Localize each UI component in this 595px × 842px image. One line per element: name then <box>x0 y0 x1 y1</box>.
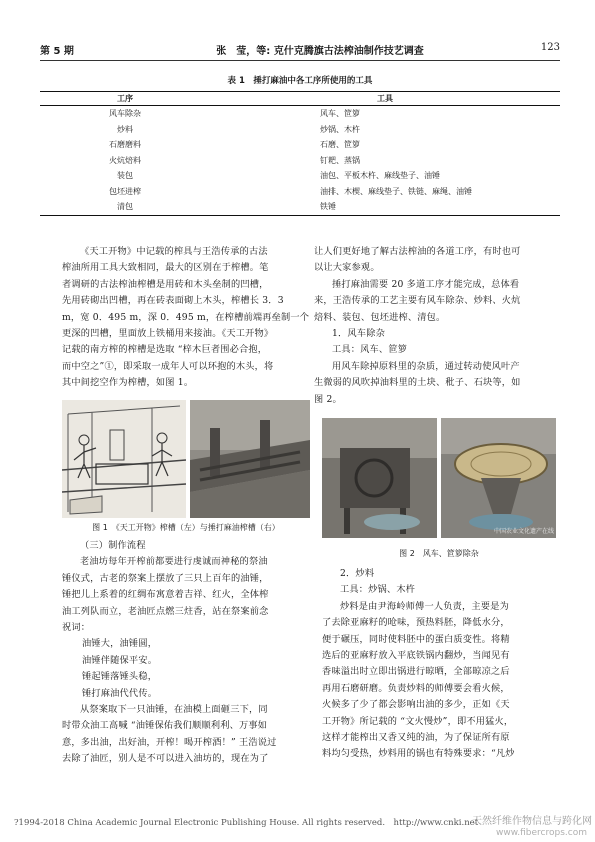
issue-number: 第 5 期 <box>40 46 74 57</box>
table-cell-tools: 铁锤 <box>210 199 560 215</box>
body-line: 捶打麻油需要 20 多道工序才能完成，总体看 <box>332 278 520 290</box>
table-cell-tools: 油排、木楔、麻线垫子、铁链、麻绳、油锤 <box>320 186 472 196</box>
body-line: 生微弱的风吹掉油料里的土块、秕子、石块等，如 <box>314 377 521 389</box>
body-line: 《天工开物》中记载的榨具与王浩传承的古法 <box>80 246 268 257</box>
body-line: 这样才能榨出又香又纯的油，为了保证所有原 <box>322 732 510 744</box>
right-column <box>314 244 564 408</box>
step-heading: 2．炒料 <box>340 568 375 579</box>
press-trough-photo <box>190 400 310 518</box>
body-line: 选后的亚麻籽放入平底铁锅内翻炒，当闻见有 <box>322 650 510 662</box>
table-header-row <box>40 92 560 106</box>
body-line: 者调研的古法榨油榨槽是用砖和木头垒制的凹槽， <box>62 278 269 290</box>
body-line: 便于碾压，同时使料胚中的蛋白质变性。将精 <box>322 633 510 645</box>
winnowing-machine-photo <box>322 418 437 538</box>
body-line: 图 2。 <box>314 393 342 405</box>
body-line: 从祭案取下一只油锤，在油模上面砸三下，同 <box>80 704 268 716</box>
figure-2 <box>322 418 556 538</box>
header-rule <box>40 60 560 61</box>
chant-line: 油锤伴随保平安。 <box>82 654 158 666</box>
table-row <box>40 184 560 200</box>
body-line: 来，王浩传承的工艺主要有风车除杂、炒料、火炕 <box>314 295 521 307</box>
table-row <box>40 122 560 138</box>
left-column <box>62 244 308 392</box>
step-tools: 工具：炒锅、木杵 <box>340 584 416 596</box>
woodcut-press-illustration <box>62 400 186 518</box>
sieve-basket-photo <box>441 418 556 538</box>
body-line: 榨油所用工具大致相同，最大的区别在于榨槽。笔 <box>62 262 269 274</box>
body-line: 祝词： <box>62 622 91 634</box>
table-cell-process: 风车除杂 <box>109 109 141 119</box>
table-cell-process: 火炕焙料 <box>109 155 141 165</box>
table-row <box>40 137 560 153</box>
table-cell-process: 装包 <box>117 171 133 181</box>
chant-line: 油锤大，油锤圆， <box>82 638 158 650</box>
body-line: 工开物》所记载的 “文火慢炒”，即不用猛火， <box>322 715 514 727</box>
tools-table <box>40 91 560 216</box>
body-line: 锤仪式，古老的祭案上摆放了三只上百年的油锤， <box>62 572 269 584</box>
site-watermark: 天然纤维作物信息与跨化网 <box>472 816 592 827</box>
table-cell-tools: 炒锅、木杵 <box>320 124 360 134</box>
page-number: 123 <box>540 42 560 53</box>
body-line: 香味溢出时立即出锅进行晾晒，全部晾凉之后 <box>322 666 510 678</box>
step-heading: 1．风车除杂 <box>332 328 385 340</box>
body-line: 炒料是由尹海岭师傅一人负责，主要是为 <box>340 600 509 612</box>
table-cell-tools: 油包、平板木杵、麻线垫子、油锤 <box>320 171 440 181</box>
table-cell-tools: 钉耙、蒸锅 <box>320 155 360 165</box>
running-header <box>40 42 560 58</box>
figure-1 <box>62 400 310 518</box>
body-line: 锤把儿上系着的红绸布寓意着吉祥、红火，全体榨 <box>62 589 269 601</box>
body-line: 以让大家参观。 <box>314 262 380 274</box>
body-line: 让人们更好地了解古法榨油的各道工序，有时也可 <box>314 246 521 257</box>
body-line: 去除了油匠，别人是不可以进入油坊的，现在为了 <box>62 753 269 765</box>
body-line: m，宽 0．495 m，深 0．495 m，在榨槽前端再垒制一个 <box>62 311 310 323</box>
body-line: 时带众油工高喊 “油锤保佑我们顺顺利利、万事如 <box>62 720 268 732</box>
body-line: 意，多出油，出好油，开榨！喝开榨酒！” 王浩说过 <box>62 736 277 748</box>
body-line: 老油坊每年开榨前都要进行虔诚而神秘的祭油 <box>80 556 268 568</box>
chant-line: 锤起锤落锤头稳， <box>82 671 158 683</box>
body-line: 先用砖砌出凹槽，再在砖表面砌上木头，榨槽长 3．3 <box>62 295 284 307</box>
body-line: 而中空之”①，即采取一成年人可以环抱的木头，将 <box>62 360 274 372</box>
step-tools: 工具：风车、笸箩 <box>332 344 408 356</box>
figure-1-caption: 图 1 《天工开物》榨槽（左）与捶打麻油榨槽（右） <box>92 523 280 532</box>
body-line: 记载的南方榨的榨槽是选取 “梓木巨者围必合抱， <box>62 344 268 356</box>
table-cell-process: 包坯进榨 <box>109 186 141 196</box>
body-line: 料均匀受热，炒料用的锅也有特殊要求：“凡炒 <box>322 748 515 760</box>
table-caption: 表 1 捶打麻油中各工序所使用的工具 <box>227 76 373 86</box>
table-cell-process: 石磨磨料 <box>109 140 141 150</box>
body-line: 焙料、装包、包坯进榨、清包。 <box>314 311 446 323</box>
body-line: 其中间挖空作为榨槽，如图 1。 <box>62 377 194 389</box>
body-line: 油工列队而立，老油匠点燃三炷香，站在祭案前念 <box>62 605 269 617</box>
body-line: 用风车除掉原料里的杂质，通过转动使风叶产 <box>332 360 520 372</box>
table-header-tools: 工具 <box>210 92 560 106</box>
site-watermark-url: www.fibercrops.com <box>496 828 587 838</box>
table-row <box>40 199 560 215</box>
table-cell-tools: 风车、笸箩 <box>320 109 360 119</box>
section-heading: （三）制作流程 <box>80 540 146 551</box>
table-row <box>40 153 560 169</box>
table-cell-process: 炒料 <box>117 124 133 134</box>
table-header-process: 工序 <box>40 92 210 106</box>
body-line: 再用石磨研磨。负责炒料的师傅要会看火候， <box>322 682 510 694</box>
left-column-lower <box>62 538 308 768</box>
body-line: 更深的凹槽，里面放上铁桶用来接油。《天工开物》 <box>62 328 274 340</box>
table-row <box>40 106 560 122</box>
right-column-lower <box>322 566 564 763</box>
running-title: 张 莹，等: 克什克腾旗古法榨油制作技艺调查 <box>216 46 424 57</box>
body-line: 火候多了少了都会影响出油的多少，正如《天 <box>322 699 510 711</box>
figure-2-caption: 图 2 风车、笸箩除杂 <box>399 549 479 558</box>
table-cell-process: 清包 <box>40 199 210 215</box>
table-row <box>40 168 560 184</box>
body-line: 了去除亚麻籽的呛味，预热料胚，降低水分， <box>322 617 510 629</box>
table-cell-tools: 石磨、笸箩 <box>320 140 360 150</box>
figure-watermark: 中国农业文化遗产在线 <box>493 528 554 535</box>
chant-line: 锤打麻油代代传。 <box>82 687 158 699</box>
copyright-footer: ?1994-2018 China Academic Journal Electronic Publishing House. All rights reserved. http://www.cnki.net <box>14 818 479 828</box>
